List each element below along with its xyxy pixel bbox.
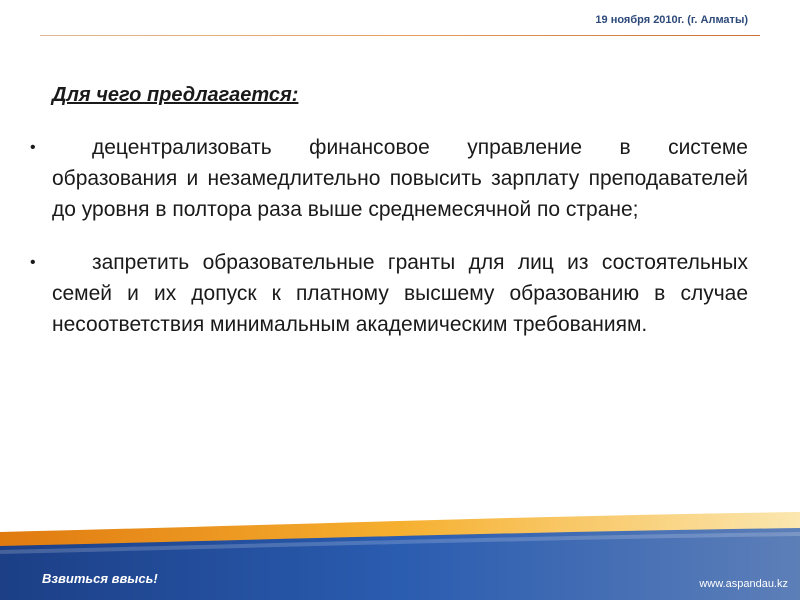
- footer-banner: [0, 512, 800, 600]
- bullet-text: децентрализовать финансовое управление в системе образования и незамедлительно повысить зарплату преподавателей до уровня в полтора раза выше среднемесячной по стране;: [52, 136, 748, 221]
- header-divider: [40, 35, 760, 36]
- bullet-icon: •: [30, 254, 36, 271]
- bullet-item: [30, 247, 748, 340]
- bullet-item: [30, 132, 748, 225]
- footer-wave-graphic: [0, 512, 800, 600]
- footer-website-link[interactable]: www.aspandau.kz: [699, 578, 788, 590]
- bullet-icon: •: [30, 139, 36, 156]
- slide-heading: Для чего предлагается:: [52, 84, 299, 106]
- header-date: 19 ноября 2010г. (г. Алматы): [595, 14, 748, 26]
- footer-slogan: Взвиться ввысь!: [42, 571, 158, 586]
- bullet-text: запретить образовательные гранты для лиц из состоятельных семей и их допуск к платному высшему образованию в случае несоответствия минимальным академическим требованиям.: [52, 251, 748, 336]
- bullet-list: [30, 132, 748, 362]
